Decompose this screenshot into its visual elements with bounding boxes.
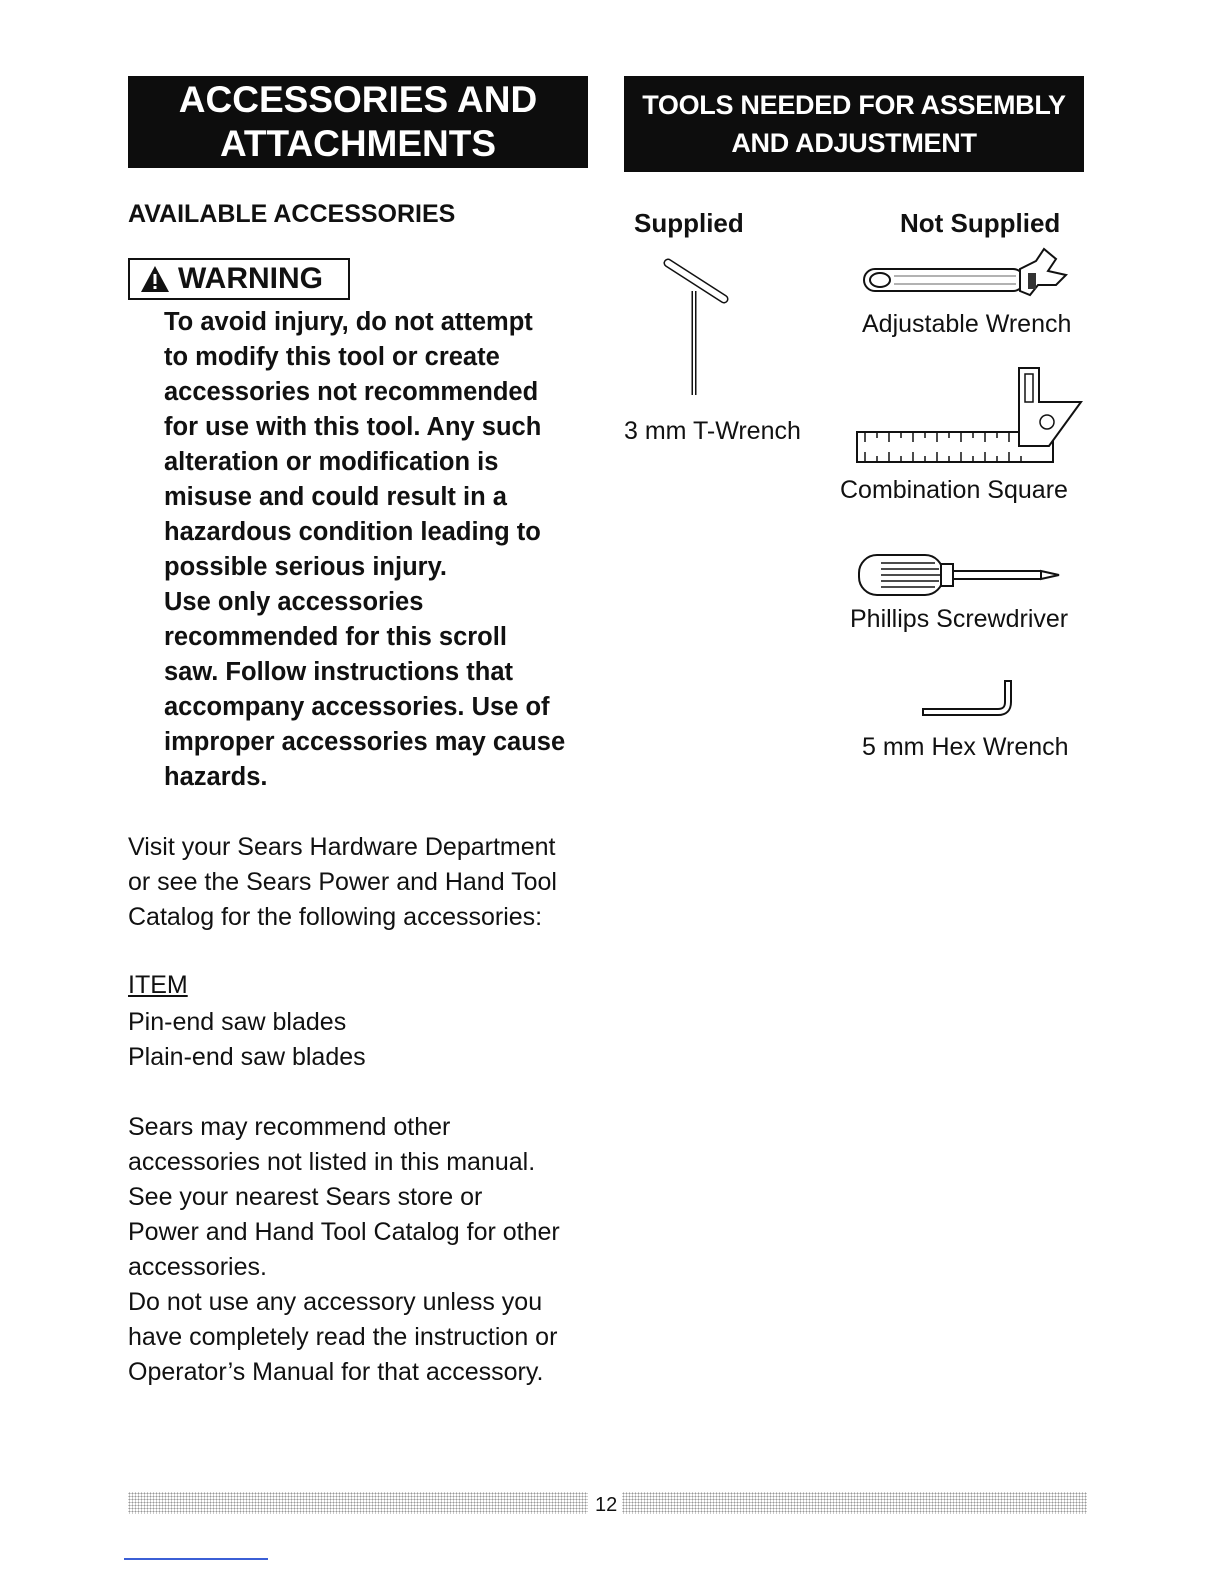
paragraph-line: See your nearest Sears store or <box>128 1183 483 1211</box>
paragraph-line: Operator’s Manual for that accessory. <box>128 1358 544 1386</box>
warning-line: accessories not recommended <box>164 378 539 406</box>
warning-label: WARNING <box>178 262 323 295</box>
tool-label-hex-wrench: 5 mm Hex Wrench <box>862 733 1069 761</box>
warning-triangle-icon <box>140 265 170 293</box>
paragraph-line: Power and Hand Tool Catalog for other <box>128 1218 560 1246</box>
paragraph-line: accessories. <box>128 1253 267 1281</box>
hex-wrench-icon <box>920 676 1020 722</box>
paragraph-line: have completely read the instruction or <box>128 1323 558 1351</box>
header-line: AND ADJUSTMENT <box>731 128 977 158</box>
footer-rule-left <box>128 1492 588 1514</box>
warning-line: To avoid injury, do not attempt <box>164 308 533 336</box>
warning-line: for use with this tool. Any such <box>164 413 542 441</box>
warning-line: saw. Follow instructions that <box>164 658 513 686</box>
paragraph-line: Visit your Sears Hardware Department <box>128 833 556 861</box>
warning-line: alteration or modification is <box>164 448 499 476</box>
warning-line: improper accessories may cause <box>164 728 566 756</box>
footer-rule-right <box>622 1492 1087 1514</box>
page-number: 12 <box>595 1494 618 1516</box>
paragraph-line: Do not use any accessory unless you <box>128 1288 543 1316</box>
combination-square-icon <box>855 366 1085 466</box>
tool-label-adjustable-wrench: Adjustable Wrench <box>862 310 1072 338</box>
tool-label-phillips-screwdriver: Phillips Screwdriver <box>850 605 1069 633</box>
warning-line: accompany accessories. Use of <box>164 693 550 721</box>
warning-line: hazards. <box>164 763 268 791</box>
closing-paragraph <box>128 1110 560 1390</box>
warning-line: hazardous condition leading to <box>164 518 541 546</box>
not-supplied-heading: Not Supplied <box>900 208 1061 238</box>
available-accessories-heading: AVAILABLE ACCESSORIES <box>128 200 456 228</box>
section-header-accessories <box>128 76 588 168</box>
header-line: ACCESSORIES AND <box>178 79 538 120</box>
warning-line: possible serious injury. <box>164 553 447 581</box>
header-line: ATTACHMENTS <box>219 123 497 164</box>
item-heading: ITEM <box>128 971 188 999</box>
paragraph-line: or see the Sears Power and Hand Tool <box>128 868 557 896</box>
paragraph-line: Catalog for the following accessories: <box>128 903 543 931</box>
adjustable-wrench-icon <box>860 245 1072 307</box>
warning-line: misuse and could result in a <box>164 483 507 511</box>
list-item: Pin-end saw blades <box>128 1008 347 1036</box>
warning-line: Use only accessories <box>164 588 424 616</box>
paragraph-line: Sears may recommend other <box>128 1113 451 1141</box>
list-item: Plain-end saw blades <box>128 1043 366 1071</box>
supplied-heading: Supplied <box>634 208 744 238</box>
header-line: TOOLS NEEDED FOR ASSEMBLY <box>642 90 1066 120</box>
warning-line: recommended for this scroll <box>164 623 507 651</box>
section-header-tools <box>624 76 1084 172</box>
warning-badge <box>128 258 350 300</box>
bottom-rule <box>124 1558 268 1560</box>
visit-paragraph <box>128 830 557 935</box>
t-wrench-icon <box>660 255 740 400</box>
item-list <box>128 1005 366 1075</box>
paragraph-line: accessories not listed in this manual. <box>128 1148 536 1176</box>
warning-text <box>164 305 594 795</box>
warning-line: to modify this tool or create <box>164 343 500 371</box>
tool-label-combination-square: Combination Square <box>840 476 1068 504</box>
tool-label-t-wrench: 3 mm T-Wrench <box>624 417 801 445</box>
phillips-screwdriver-icon <box>855 550 1065 600</box>
